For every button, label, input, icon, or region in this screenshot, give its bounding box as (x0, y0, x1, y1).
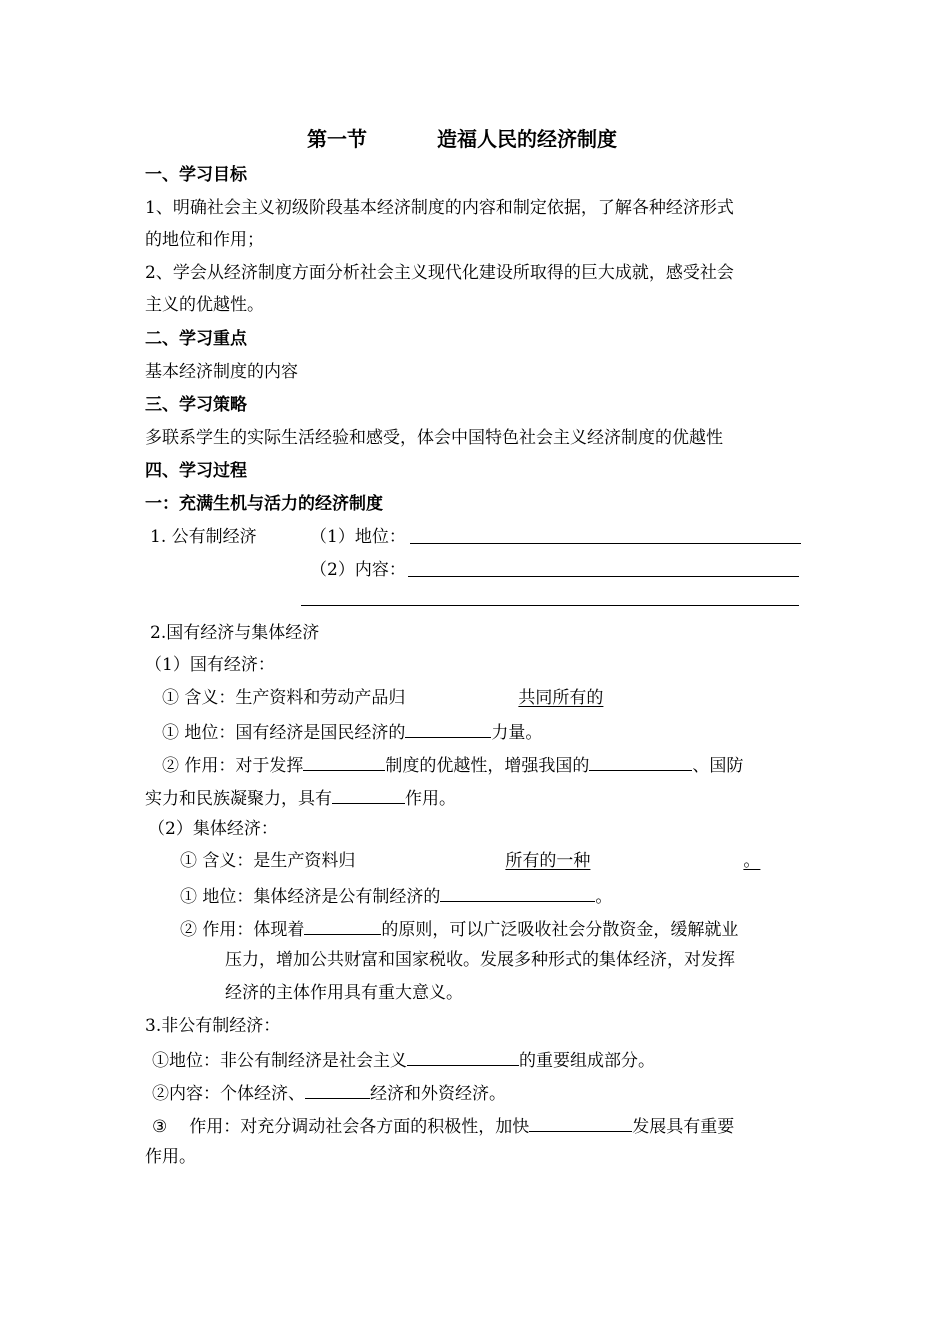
state-meaning-line (162, 687, 766, 709)
blank-state-role-strength[interactable] (589, 752, 692, 771)
title-main: 造福人民的经济制度 (437, 127, 617, 151)
blank-state-role-system[interactable] (303, 752, 385, 771)
collective-economy-subheader: （2）集体经济： (148, 819, 278, 839)
collective-role-line-2: 压力，增加公共财富和国家税收。发展多种形式的集体经济，对发挥 (225, 950, 735, 970)
nonpublic-role-line-2: 作用。 (145, 1147, 196, 1167)
goal-item-1-line-2: 的地位和作用； (145, 230, 264, 250)
section-heading-process: 四、学习过程 (145, 461, 247, 481)
state-role-line-1: ② 作用：对于发挥 制度的优越性，增强我国的 、国防 (162, 752, 743, 777)
blank-collective-position[interactable] (440, 883, 595, 902)
blank-nonpublic-position[interactable] (407, 1047, 519, 1066)
nonpublic-role-line-1: ③ 作用：对充分调动社会各方面的积极性，加快 发展具有重要 (152, 1113, 734, 1138)
answer-line-public-position[interactable] (410, 543, 801, 544)
state-position-line: ① 地位：国有经济是国民经济的 力量。 (162, 719, 542, 744)
state-meaning-text: ① 含义：生产资料和劳动产品归 (162, 688, 406, 708)
collective-meaning-answer[interactable]: 所有的一种 。 (505, 851, 761, 871)
title-section-number: 第一节 (307, 127, 367, 151)
answer-line-public-content-2[interactable] (301, 605, 799, 606)
state-role-line-2: 实力和民族凝聚力，具有 作用。 (145, 785, 456, 810)
blank-state-position[interactable] (405, 719, 491, 738)
goal-item-1-line-1: 1、明确社会主义初级阶段基本经济制度的内容和制定依据，了解各种经济形式 (145, 198, 734, 218)
collective-meaning-line: ① 含义：是生产资料归 所有的一种 。 (180, 850, 775, 872)
blank-collective-principle[interactable] (304, 916, 381, 935)
state-meaning-answer[interactable]: 共同所有的 (518, 688, 604, 708)
public-economy-label: 1. 公有制经济 (150, 527, 257, 547)
focus-text: 基本经济制度的内容 (145, 362, 298, 382)
blank-nonpublic-role[interactable] (529, 1113, 632, 1132)
section-heading-goals: 一、学习目标 (145, 165, 247, 185)
public-position-label: （1）地位： (310, 527, 406, 547)
section-heading-strategy: 三、学习策略 (145, 395, 247, 415)
state-economy-subheader: （1）国有经济： (145, 655, 275, 675)
section-heading-focus: 二、学习重点 (145, 329, 247, 349)
public-content-label: （2）内容： (310, 560, 406, 580)
blank-state-role-effect[interactable] (332, 785, 405, 804)
blank-nonpublic-content[interactable] (305, 1080, 370, 1099)
subsection-heading-1: 一：充满生机与活力的经济制度 (145, 494, 383, 514)
collective-role-line-3: 经济的主体作用具有重大意义。 (225, 983, 463, 1003)
state-collective-header: 2.国有经济与集体经济 (150, 623, 320, 643)
goal-item-2-line-1: 2、学会从经济制度方面分析社会主义现代化建设所取得的巨大成就，感受社会 (145, 263, 734, 283)
nonpublic-content-line: ②内容：个体经济、 经济和外资经济。 (152, 1080, 506, 1105)
strategy-text: 多联系学生的实际生活经验和感受，体会中国特色社会主义经济制度的优越性 (145, 428, 723, 448)
nonpublic-header: 3.非公有制经济： (145, 1016, 281, 1036)
goal-item-2-line-2: 主义的优越性。 (145, 295, 264, 315)
answer-line-public-content-1[interactable] (408, 576, 799, 577)
nonpublic-position-line: ①地位：非公有制经济是社会主义 的重要组成部分。 (152, 1047, 655, 1072)
page-title (307, 128, 617, 150)
collective-role-line-1: ② 作用：体现着 的原则，可以广泛吸收社会分散资金，缓解就业 (180, 916, 738, 941)
collective-position-line: ① 地位：集体经济是公有制经济的 。 (180, 883, 612, 908)
